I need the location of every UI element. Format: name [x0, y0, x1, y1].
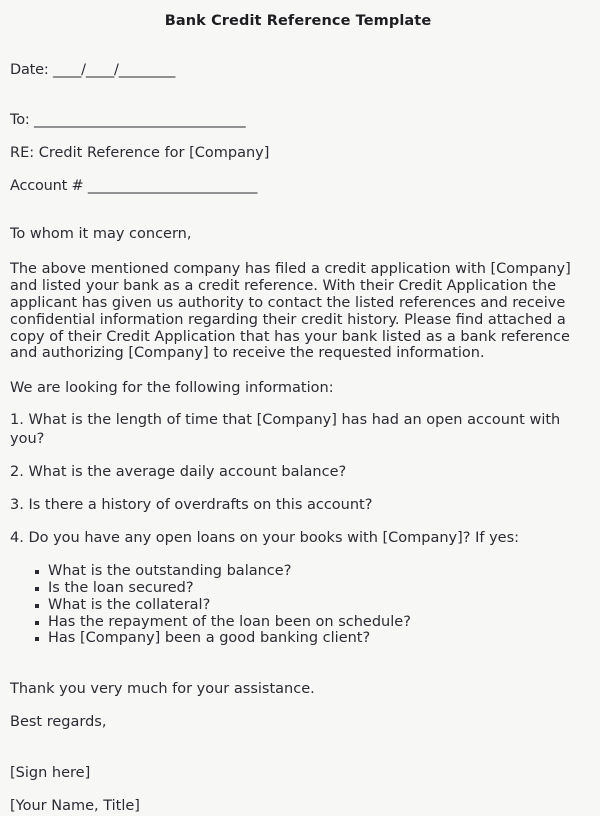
spacer-question-3: [10, 515, 586, 529]
salutation: To whom it may concern,: [10, 226, 192, 242]
list-item: [35, 563, 586, 580]
name-title-placeholder: [Your Name, Title]: [10, 798, 140, 815]
signature-space: [10, 732, 586, 764]
closing-regards: Best regards,: [10, 714, 107, 731]
question-item-2: 2. What is the average daily account balance?: [10, 464, 347, 481]
square-bullet-icon: [35, 604, 39, 608]
page-title: Bank Credit Reference Template: [164, 13, 432, 29]
spacer-before-questions: [10, 397, 586, 411]
re-field-line: RE: Credit Reference for [Company]: [10, 145, 270, 161]
spacer-after-sign: [10, 783, 586, 797]
spacer-question-1: [10, 449, 586, 463]
body-paragraph: The above mentioned company has filed a credit application with [Company] and listed your bank as a credit reference. With their Credit Application the applicant has given us authority to contact the listed references and receive confidential information regarding their credit history. Please find attached a copy of their Credit Application that has your bank listed as a bank reference and authorizing [Company] to receive the requested information.: [10, 260, 571, 362]
date-field-line: Date: ____/____/________: [10, 62, 176, 78]
sign-here-placeholder: [Sign here]: [10, 765, 91, 782]
square-bullet-icon: [35, 587, 39, 591]
account-field-line: Account # ________________________: [10, 178, 258, 194]
question-item-4: 4. Do you have any open loans on your books with [Company]? If yes:: [10, 530, 520, 547]
list-item: [35, 597, 586, 614]
square-bullet-icon: [35, 637, 39, 641]
spacer-after-date: [10, 80, 586, 111]
spacer-after-account: [10, 196, 586, 226]
question-item-3: 3. Is there a history of overdrafts on this account?: [10, 497, 373, 514]
spacer-after-title: [10, 31, 586, 61]
spacer-after-thanks: [10, 699, 586, 713]
list-item-label: Is the loan secured?: [48, 580, 194, 597]
spacer-before-closing: [10, 647, 586, 680]
list-item-label: Has the repayment of the loan been on schedule?: [48, 613, 411, 630]
spacer-after-body: [10, 362, 586, 380]
list-item: [35, 630, 586, 647]
to-field-line: To: ______________________________: [10, 112, 246, 128]
spacer-after-salutation: [10, 243, 586, 261]
spacer-before-bullets: [10, 548, 586, 563]
list-item-label: Has [Company] been a good banking client?: [48, 630, 371, 647]
closing-thanks: Thank you very much for your assistance.: [10, 681, 315, 698]
spacer-after-re: [10, 163, 586, 177]
spacer-after-to: [10, 130, 586, 144]
list-item-label: What is the outstanding balance?: [48, 563, 292, 580]
square-bullet-icon: [35, 621, 39, 625]
list-item-label: What is the collateral?: [48, 596, 211, 613]
questions-intro: We are looking for the following information:: [10, 380, 334, 397]
sub-question-list: [10, 563, 586, 647]
question-item-1: 1. What is the length of time that [Company] has had an open account with you?: [10, 412, 561, 448]
spacer-question-2: [10, 482, 586, 496]
list-item: [35, 614, 586, 631]
list-item: [35, 580, 586, 597]
square-bullet-icon: [35, 570, 39, 574]
